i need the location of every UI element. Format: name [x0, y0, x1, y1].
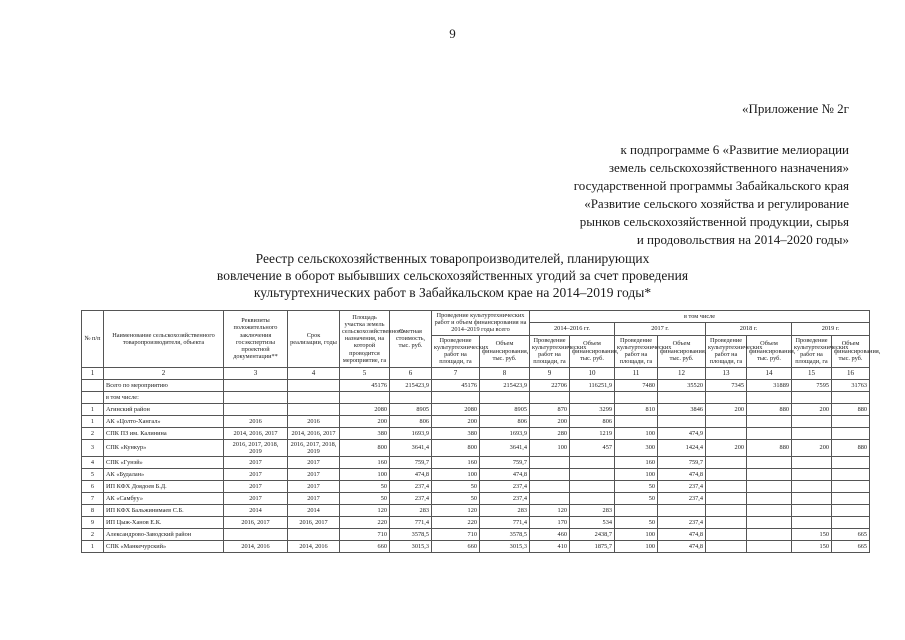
- table-cell: 2014, 2016: [288, 541, 340, 553]
- table-cell: 2016, 2017, 2018, 2019: [224, 439, 288, 456]
- table-cell: 800: [340, 439, 390, 456]
- table-cell: [530, 457, 570, 469]
- table-cell: [224, 529, 288, 541]
- table-cell: 2014: [288, 505, 340, 517]
- registry-table-body: [82, 379, 870, 552]
- table-cell: [658, 415, 706, 427]
- table-cell: 2017: [288, 481, 340, 493]
- table-cell: 810: [615, 403, 658, 415]
- table-cell: 2017: [288, 469, 340, 481]
- table-cell: [530, 493, 570, 505]
- registry-title-line: культуртехнических работ в Забайкальском крае на 2014–2019 годы*: [253, 285, 652, 300]
- column-number: 15: [792, 367, 832, 379]
- table-cell: 710: [340, 529, 390, 541]
- header-works: Проведение культуртехнических работ на площади, га: [615, 335, 658, 367]
- header-funding: Объем финансирования, тыс. руб.: [747, 335, 792, 367]
- subprogram-line: и продовольствия на 2014–2020 годы»: [636, 232, 849, 247]
- table-cell: 665: [832, 529, 870, 541]
- table-cell: 534: [570, 517, 615, 529]
- table-cell: 200: [706, 439, 747, 456]
- table-cell: 806: [390, 415, 432, 427]
- table-cell: [747, 391, 792, 403]
- table-cell: 6: [82, 481, 104, 493]
- table-cell: [792, 517, 832, 529]
- table-cell: 474,8: [658, 529, 706, 541]
- table-cell: 3578,5: [390, 529, 432, 541]
- table-cell: 474,8: [480, 469, 530, 481]
- table-cell: [706, 505, 747, 517]
- table-cell: [792, 457, 832, 469]
- table-cell: 150: [792, 541, 832, 553]
- table-cell: 410: [530, 541, 570, 553]
- table-cell: [658, 505, 706, 517]
- header-num: № п/п: [82, 311, 104, 368]
- table-cell: [615, 391, 658, 403]
- table-cell: 50: [340, 493, 390, 505]
- table-cell: 665: [832, 541, 870, 553]
- column-number: 1: [82, 367, 104, 379]
- table-cell: [340, 391, 390, 403]
- table-cell: 237,4: [390, 493, 432, 505]
- table-cell: [706, 529, 747, 541]
- subprogram-line: к подпрограмме 6 «Развитие мелиорации: [620, 142, 849, 157]
- table-cell: [706, 391, 747, 403]
- table-cell: 880: [832, 439, 870, 456]
- table-cell: 806: [480, 415, 530, 427]
- table-cell: 50: [615, 517, 658, 529]
- table-cell: 7345: [706, 379, 747, 391]
- table-cell: 170: [530, 517, 570, 529]
- table-cell: 880: [747, 403, 792, 415]
- column-number: 6: [390, 367, 432, 379]
- table-cell: 2438,7: [570, 529, 615, 541]
- table-cell: [706, 517, 747, 529]
- table-cell: [747, 481, 792, 493]
- table-cell: 800: [432, 439, 480, 456]
- table-cell: 220: [432, 517, 480, 529]
- table-cell: 100: [615, 529, 658, 541]
- table-cell: 380: [340, 427, 390, 439]
- table-cell: 2017: [224, 469, 288, 481]
- table-cell: 116251,9: [570, 379, 615, 391]
- table-row: [82, 403, 870, 415]
- table-cell: 160: [340, 457, 390, 469]
- table-cell: 759,7: [480, 457, 530, 469]
- table-cell: 2080: [340, 403, 390, 415]
- table-cell: 3641,4: [390, 439, 432, 456]
- column-number: 11: [615, 367, 658, 379]
- table-cell: [832, 457, 870, 469]
- table-cell: 1: [82, 415, 104, 427]
- table-cell: [832, 415, 870, 427]
- table-cell: 100: [530, 439, 570, 456]
- column-number: 13: [706, 367, 747, 379]
- table-cell: 50: [340, 481, 390, 493]
- table-cell: [288, 379, 340, 391]
- table-cell: 237,4: [658, 481, 706, 493]
- table-cell: [832, 505, 870, 517]
- subprogram-line: «Развитие сельского хозяйства и регулирование: [584, 196, 849, 211]
- table-cell: 200: [530, 415, 570, 427]
- column-number: 16: [832, 367, 870, 379]
- table-cell: [792, 481, 832, 493]
- table-row: [82, 469, 870, 481]
- column-number: 10: [570, 367, 615, 379]
- table-cell: [224, 379, 288, 391]
- table-cell: 280: [530, 427, 570, 439]
- table-cell: 200: [792, 439, 832, 456]
- table-cell: 771,4: [480, 517, 530, 529]
- table-cell: [832, 517, 870, 529]
- header-area: Площадь участка земель сельскохозяйственного назначения, на которой проводится мероприятие, га: [340, 311, 390, 368]
- table-row: [82, 541, 870, 553]
- table-row: [82, 517, 870, 529]
- table-cell: 7480: [615, 379, 658, 391]
- table-cell: [570, 391, 615, 403]
- table-cell: 120: [340, 505, 390, 517]
- table-cell: 474,8: [390, 469, 432, 481]
- table-cell: 1693,9: [480, 427, 530, 439]
- header-works: Проведение культуртехнических работ на площади, га: [432, 335, 480, 367]
- table-cell: 237,4: [658, 493, 706, 505]
- table-cell: 220: [340, 517, 390, 529]
- table-cell: СПК ПЗ им. Калинина: [104, 427, 224, 439]
- table-cell: [288, 403, 340, 415]
- table-cell: 283: [570, 505, 615, 517]
- table-row: [82, 415, 870, 427]
- table-cell: ИП КФХ Бальжинимаев С.Б.: [104, 505, 224, 517]
- column-number: 14: [747, 367, 792, 379]
- table-cell: СПК «Гунэй»: [104, 457, 224, 469]
- table-cell: 120: [432, 505, 480, 517]
- table-row: [82, 391, 870, 403]
- table-cell: 237,4: [480, 493, 530, 505]
- table-cell: [832, 427, 870, 439]
- table-cell: 100: [432, 469, 480, 481]
- table-cell: 2014, 2016, 2017: [288, 427, 340, 439]
- table-cell: [706, 415, 747, 427]
- table-cell: Всего по мероприятию: [104, 379, 224, 391]
- registry-title: [0, 250, 905, 301]
- table-cell: [570, 457, 615, 469]
- header-works: Проведение культуртехнических работ на площади, га: [706, 335, 747, 367]
- table-row: [82, 493, 870, 505]
- header-total-group: Проведение культуртехнических работ и объем финансирования на 2014–2019 годы всего: [432, 311, 530, 336]
- column-number: 5: [340, 367, 390, 379]
- table-cell: 35520: [658, 379, 706, 391]
- table-cell: 474,8: [658, 469, 706, 481]
- header-including: в том числе: [530, 311, 870, 323]
- table-cell: [832, 481, 870, 493]
- table-cell: 22706: [530, 379, 570, 391]
- table-cell: [288, 529, 340, 541]
- table-cell: [747, 457, 792, 469]
- subprogram-line: рынков сельскохозяйственной продукции, сырья: [579, 214, 849, 229]
- table-cell: 2080: [432, 403, 480, 415]
- table-cell: 100: [615, 427, 658, 439]
- header-funding: Объем финансирования, тыс. руб.: [570, 335, 615, 367]
- table-cell: 880: [747, 439, 792, 456]
- table-cell: [747, 529, 792, 541]
- table-row: [82, 529, 870, 541]
- table-cell: [747, 517, 792, 529]
- table-cell: [706, 541, 747, 553]
- table-cell: 5: [82, 469, 104, 481]
- table-cell: 3015,3: [480, 541, 530, 553]
- table-cell: 2016: [288, 415, 340, 427]
- table-cell: [832, 493, 870, 505]
- table-cell: 380: [432, 427, 480, 439]
- table-cell: 2014: [224, 505, 288, 517]
- table-cell: [792, 391, 832, 403]
- column-number: 3: [224, 367, 288, 379]
- header-funding: Объем финансирования, тыс. руб.: [658, 335, 706, 367]
- table-cell: 474,9: [658, 427, 706, 439]
- table-row: [82, 457, 870, 469]
- table-cell: [832, 391, 870, 403]
- table-cell: 215423,9: [390, 379, 432, 391]
- table-cell: 474,8: [658, 541, 706, 553]
- table-cell: [390, 391, 432, 403]
- table-cell: 200: [340, 415, 390, 427]
- table-cell: 237,4: [390, 481, 432, 493]
- subprogram-reference: [429, 141, 849, 249]
- table-cell: 283: [480, 505, 530, 517]
- table-cell: АК «Будалан»: [104, 469, 224, 481]
- table-cell: 237,4: [658, 517, 706, 529]
- table-cell: 1693,9: [390, 427, 432, 439]
- header-2014-2016: 2014–2016 гг.: [530, 323, 615, 335]
- table-cell: [224, 403, 288, 415]
- table-cell: 45176: [432, 379, 480, 391]
- table-cell: 50: [615, 493, 658, 505]
- table-cell: 8905: [390, 403, 432, 415]
- table-cell: [480, 391, 530, 403]
- table-cell: [747, 541, 792, 553]
- table-cell: 50: [615, 481, 658, 493]
- header-name: Наименование сельскохозяйственного товаропроизводителя, объекта: [104, 311, 224, 368]
- table-cell: [706, 493, 747, 505]
- table-cell: 2017: [288, 493, 340, 505]
- table-cell: 7: [82, 493, 104, 505]
- table-row: [82, 439, 870, 456]
- table-row: [82, 505, 870, 517]
- table-cell: 2: [82, 529, 104, 541]
- table-cell: 457: [570, 439, 615, 456]
- table-cell: 880: [832, 403, 870, 415]
- table-cell: 283: [390, 505, 432, 517]
- table-cell: 870: [530, 403, 570, 415]
- table-cell: 4: [82, 457, 104, 469]
- registry-title-line: вовлечение в оборот выбывших сельскохозяйственных угодий за счет проведения: [216, 268, 689, 283]
- table-cell: АК «Самбуу»: [104, 493, 224, 505]
- table-cell: 1219: [570, 427, 615, 439]
- table-cell: 2016, 2017: [288, 517, 340, 529]
- table-cell: [615, 505, 658, 517]
- table-cell: 771,4: [390, 517, 432, 529]
- table-cell: [82, 379, 104, 391]
- table-cell: 1: [82, 541, 104, 553]
- table-cell: 150: [792, 529, 832, 541]
- header-2018: 2018 г.: [706, 323, 792, 335]
- table-cell: [82, 391, 104, 403]
- table-cell: [530, 469, 570, 481]
- table-cell: 2014, 2016, 2017: [224, 427, 288, 439]
- table-cell: [570, 493, 615, 505]
- table-cell: 200: [792, 403, 832, 415]
- table-cell: 9: [82, 517, 104, 529]
- table-cell: Александрово-Заводский район: [104, 529, 224, 541]
- table-cell: 3015,3: [390, 541, 432, 553]
- table-cell: [792, 469, 832, 481]
- table-cell: 660: [340, 541, 390, 553]
- table-cell: [658, 391, 706, 403]
- table-cell: 200: [432, 415, 480, 427]
- table-cell: 1875,7: [570, 541, 615, 553]
- table-cell: 2017: [224, 493, 288, 505]
- table-cell: 460: [530, 529, 570, 541]
- table-cell: [747, 505, 792, 517]
- table-cell: [288, 391, 340, 403]
- table-cell: [747, 493, 792, 505]
- header-2017: 2017 г.: [615, 323, 706, 335]
- table-cell: 50: [432, 481, 480, 493]
- header-term: Срок реализации, годы: [288, 311, 340, 368]
- table-cell: 237,4: [480, 481, 530, 493]
- table-cell: 1424,4: [658, 439, 706, 456]
- table-cell: 2017: [224, 457, 288, 469]
- table-cell: [706, 457, 747, 469]
- table-cell: [792, 505, 832, 517]
- table-row: [82, 427, 870, 439]
- table-cell: [792, 415, 832, 427]
- table-cell: 2016, 2017, 2018, 2019: [288, 439, 340, 456]
- table-header-row: [82, 311, 870, 323]
- header-works: Проведение культуртехнических работ на площади, га: [792, 335, 832, 367]
- table-cell: АК «Цолто-Хангал»: [104, 415, 224, 427]
- table-cell: [747, 469, 792, 481]
- table-cell: [224, 391, 288, 403]
- table-cell: 806: [570, 415, 615, 427]
- column-number: 12: [658, 367, 706, 379]
- header-funding: Объем финансирования, тыс. руб.: [480, 335, 530, 367]
- table-cell: 2014, 2016: [224, 541, 288, 553]
- header-funding: Объем финансирования, тыс. руб.: [832, 335, 870, 367]
- page-number: 9: [449, 26, 456, 41]
- table-cell: 100: [340, 469, 390, 481]
- table-cell: ИП КФХ Доядоев Б.Д.: [104, 481, 224, 493]
- table-cell: 100: [615, 541, 658, 553]
- table-cell: 2017: [288, 457, 340, 469]
- column-number: 9: [530, 367, 570, 379]
- table-cell: [792, 427, 832, 439]
- table-cell: [706, 469, 747, 481]
- table-cell: 759,7: [658, 457, 706, 469]
- table-row: [82, 379, 870, 391]
- table-cell: 710: [432, 529, 480, 541]
- table-cell: 215423,9: [480, 379, 530, 391]
- header-works: Проведение культуртехнических работ на площади, га: [530, 335, 570, 367]
- header-2019: 2019 г.: [792, 323, 870, 335]
- table-cell: 3: [82, 439, 104, 456]
- table-cell: 3578,5: [480, 529, 530, 541]
- table-cell: Агинский район: [104, 403, 224, 415]
- table-cell: 7595: [792, 379, 832, 391]
- table-cell: 160: [615, 457, 658, 469]
- column-number: 8: [480, 367, 530, 379]
- table-cell: 200: [706, 403, 747, 415]
- table-cell: СПК «Кункур»: [104, 439, 224, 456]
- column-numbers-row: [82, 367, 870, 379]
- table-cell: 3641,4: [480, 439, 530, 456]
- table-cell: в том числе:: [104, 391, 224, 403]
- registry-table: [81, 310, 881, 553]
- table-cell: [432, 391, 480, 403]
- table-cell: 100: [615, 469, 658, 481]
- table-row: [82, 481, 870, 493]
- table-cell: 759,7: [390, 457, 432, 469]
- table-cell: [792, 493, 832, 505]
- header-details: Реквизиты положительного заключения госэкспертизы проектной документации**: [224, 311, 288, 368]
- table-cell: 50: [432, 493, 480, 505]
- column-number: 2: [104, 367, 224, 379]
- table-cell: [747, 427, 792, 439]
- table-cell: [615, 415, 658, 427]
- table-cell: 120: [530, 505, 570, 517]
- subprogram-line: земель сельскохозяйственного назначения»: [608, 160, 849, 175]
- table-cell: 2: [82, 427, 104, 439]
- table-cell: 31889: [747, 379, 792, 391]
- table-cell: 300: [615, 439, 658, 456]
- table-cell: 160: [432, 457, 480, 469]
- table-cell: [530, 391, 570, 403]
- table-cell: [832, 469, 870, 481]
- table-cell: 8905: [480, 403, 530, 415]
- table-cell: 1: [82, 403, 104, 415]
- column-number: 7: [432, 367, 480, 379]
- table-cell: 2016: [224, 415, 288, 427]
- registry-title-line: Реестр сельскохозяйственных товаропроизводителей, планирующих: [255, 251, 650, 266]
- table-cell: [706, 481, 747, 493]
- table-cell: [747, 415, 792, 427]
- table-cell: 2017: [224, 481, 288, 493]
- table-cell: 2016, 2017: [224, 517, 288, 529]
- table-cell: ИП Цыж-Ханов Е.К.: [104, 517, 224, 529]
- table-cell: 31763: [832, 379, 870, 391]
- table-cell: 8: [82, 505, 104, 517]
- table-cell: 660: [432, 541, 480, 553]
- column-number: 4: [288, 367, 340, 379]
- table-cell: [706, 427, 747, 439]
- table-cell: СПК «Манкечурский»: [104, 541, 224, 553]
- table-cell: [530, 481, 570, 493]
- subprogram-line: государственной программы Забайкальского края: [573, 178, 849, 193]
- appendix-title: «Приложение № 2г: [741, 101, 849, 116]
- table-cell: [570, 469, 615, 481]
- table-cell: [570, 481, 615, 493]
- table-cell: 3846: [658, 403, 706, 415]
- table-cell: 3299: [570, 403, 615, 415]
- header-estimate: Сметная стоимость, тыс. руб.: [390, 311, 432, 368]
- table-cell: 45176: [340, 379, 390, 391]
